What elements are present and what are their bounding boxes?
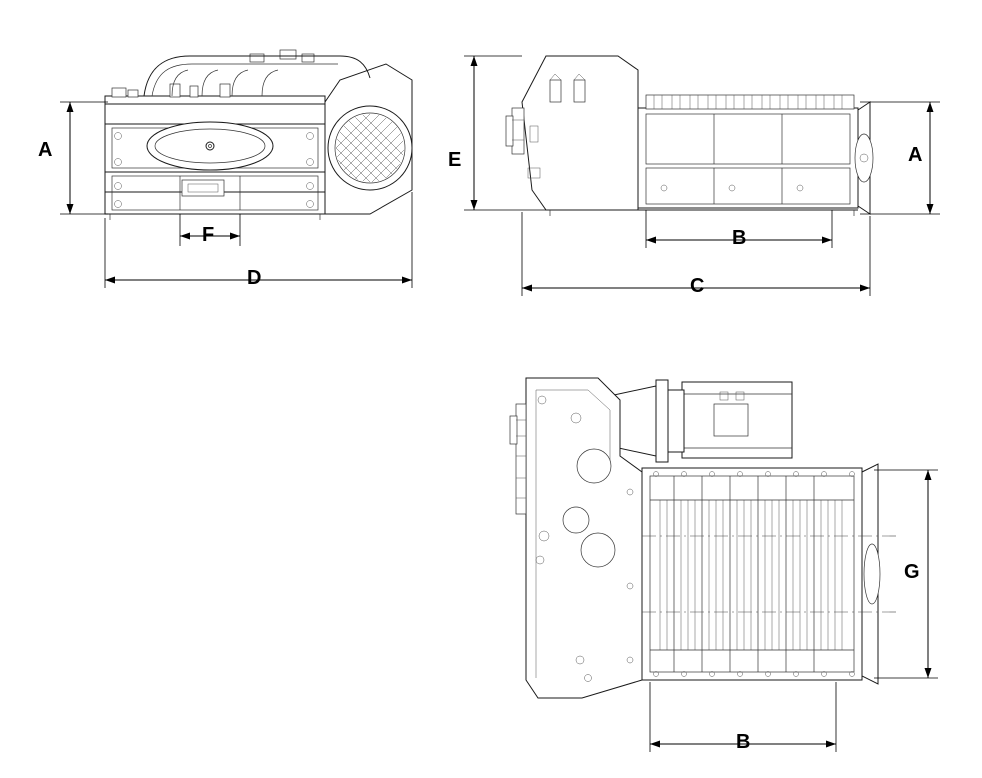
dimension-label-A-left: A	[38, 139, 53, 161]
dimension-label-E: E	[448, 149, 462, 171]
dimension-label-D: D	[247, 267, 262, 289]
front-elevation-view	[40, 40, 460, 320]
side-elevation-geometry	[506, 56, 873, 216]
dimension-label-A-right: A	[908, 144, 923, 166]
dimension-A-left	[60, 102, 108, 214]
front-elevation-geometry	[105, 50, 420, 252]
side-elevation-view	[450, 40, 950, 320]
dimension-label-G: G	[904, 561, 920, 583]
plan-view	[470, 360, 970, 770]
dimension-label-C: C	[690, 275, 705, 297]
plan-view-geometry	[510, 378, 900, 698]
top-comb-teeth	[646, 95, 854, 109]
dimension-label-B-bottom: B	[736, 731, 751, 753]
dimension-label-B-top: B	[732, 227, 747, 249]
dimension-label-F: F	[202, 224, 215, 246]
